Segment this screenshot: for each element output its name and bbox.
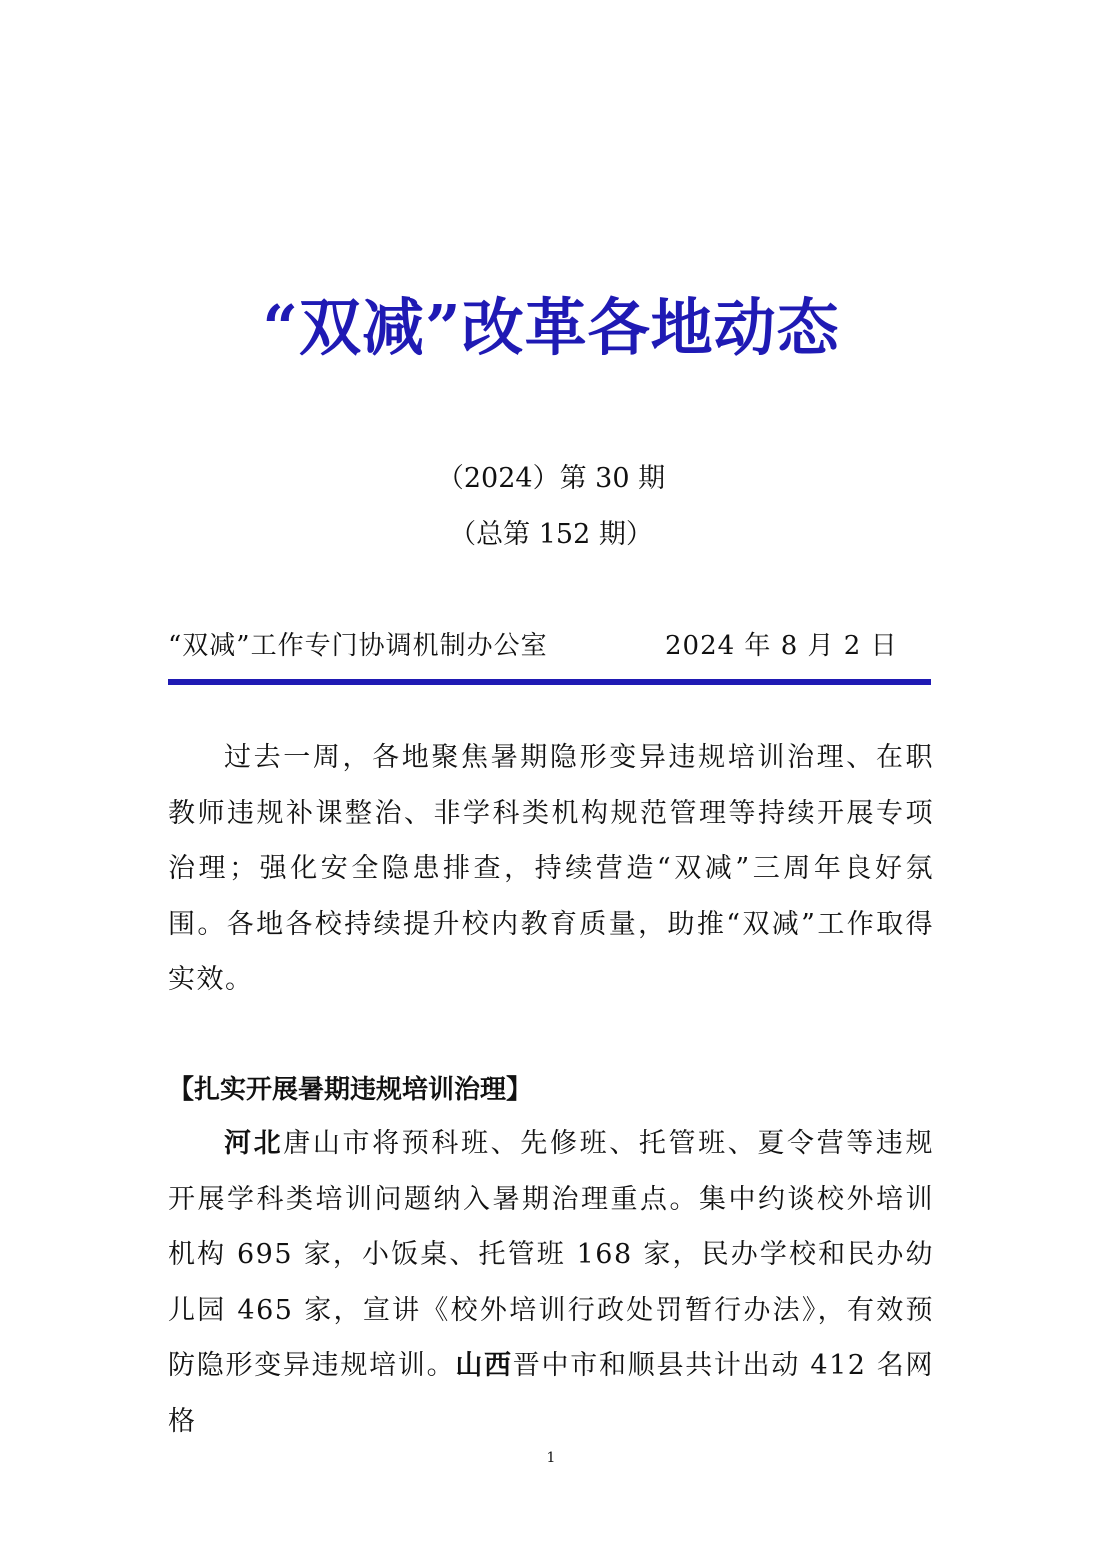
- header-divider: [168, 679, 931, 685]
- intro-paragraph: 过去一周，各地聚焦暑期隐形变异违规培训治理、在职教师违规补课整治、非学科类机构规范管理等持续开展专项治理；强化安全隐患排查，持续营造“双减”三周年良好氛围。各地各校持续提升校内教育质量，助推“双减”工作取得实效。: [168, 742, 934, 995]
- masthead: [168, 626, 930, 666]
- region-label-shanxi: 山西: [455, 1350, 513, 1381]
- document-title: “双减”改革各地动态: [262, 291, 840, 364]
- issue-number: （2024）第 30 期: [436, 463, 666, 494]
- paragraph-text-shanxi: 晋中市和顺县共计出动 412 名网格: [168, 1350, 935, 1437]
- issuing-office: “双减”工作专门协调机制办公室: [168, 631, 548, 661]
- section-paragraph: [168, 1116, 934, 1449]
- section-heading: 【扎实开展暑期违规培训治理】: [168, 1075, 533, 1105]
- region-label-hebei: 河北: [224, 1128, 284, 1159]
- issue-date: 2024 年 8 月 2 日: [665, 631, 898, 661]
- paragraph-text-hebei: 唐山市将预科班、先修班、托管班、夏令营等违规开展学科类培训问题纳入暑期治理重点。集中约谈校外培训机构 695 家，小饭桌、托管班 168 家，民办学校和民办幼儿园 465 家，宣讲《校外培训行政处罚暂行办法》，有效预防隐形变异违规培训。: [168, 1128, 935, 1381]
- page-number: 1: [546, 1450, 556, 1466]
- total-issue-number: （总第 152 期）: [449, 519, 653, 550]
